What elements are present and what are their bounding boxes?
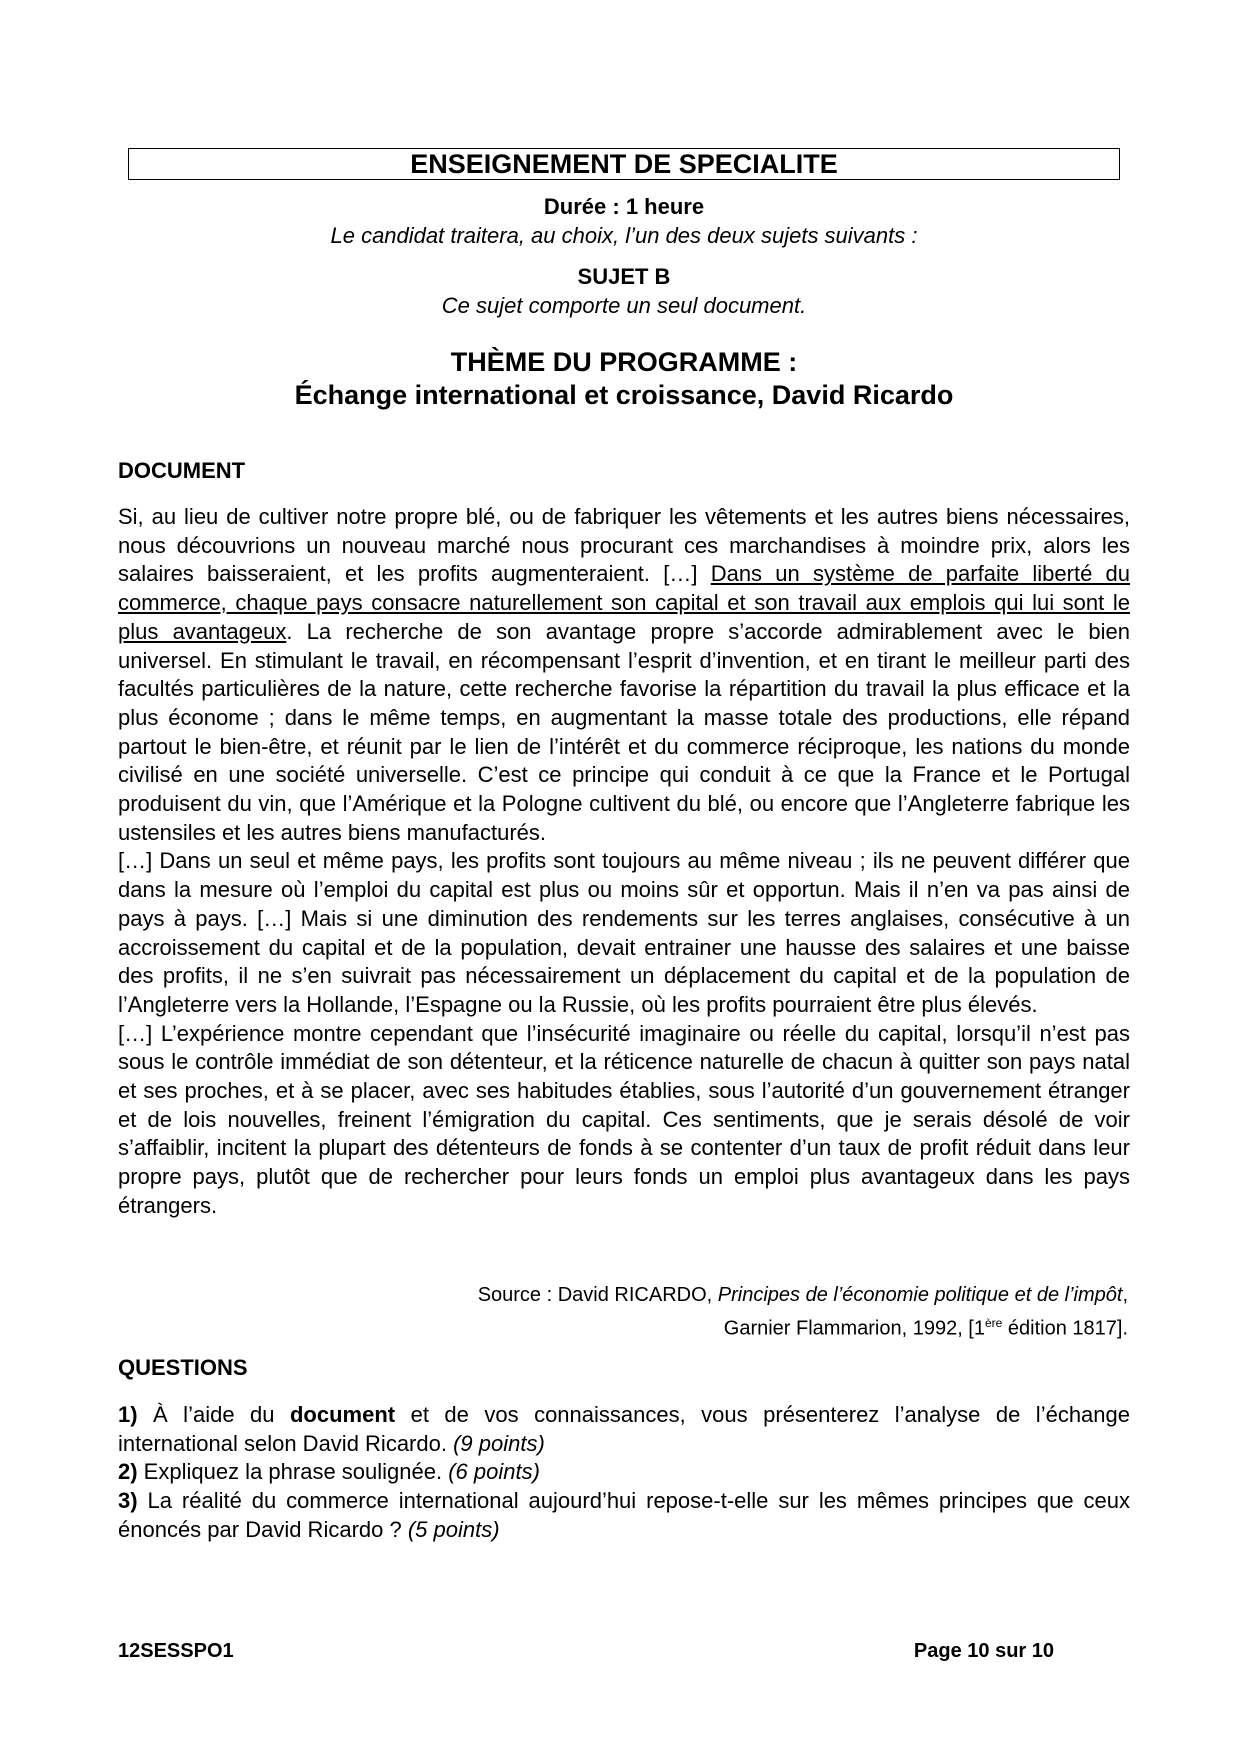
question-text: La réalité du commerce international aujourd’hui repose-t-elle sur les mêmes principes que ceux énoncés par David Ricardo ? <box>118 1488 1130 1542</box>
source-line-1 <box>300 1281 1128 1309</box>
question-text: À l’aide du <box>137 1402 290 1427</box>
question-number: 2) <box>118 1459 138 1485</box>
document-text <box>118 503 1130 1221</box>
subject-label: SUJET B <box>577 264 671 289</box>
source-edition: édition 1817]. <box>1002 1317 1128 1340</box>
document-text-segment: Si, au lieu de cultiver notre propre blé, ou de fabriquer les vêtements et les autres biens nécessaires, nous découvrions un nouveau marché nous procurant ces marchandises à moindre prix, alors les salaires baisseraient, et les profits augmenteraient. […] <box>118 504 1130 587</box>
exam-code: 12SESSPO1 <box>118 1640 234 1662</box>
document-paragraph-2: […] Dans un seul et même pays, les profits sont toujours au même niveau ; ils ne peuvent différer que dans la mesure où l’emploi du capital est plus ou moins sûr et opportun. Mais il n’en va pas ainsi de pays à pays. […] Mais si une diminution des rendements sur les terres anglaises, consécutive à un accroissement du capital et de la population, devait entrainer une hausse des salaires et une baisse des profits, il ne s’en suivrait pas nécessairement un déplacement du capital et de la population de l’Angleterre vers la Hollande, l’Espagne ou la Russie, où les profits pourraient être plus élevés. <box>118 848 1130 1017</box>
question-text: et de vos connaissances, vous présenterez l’analyse de l’échange international selon David Ricardo. <box>118 1402 1130 1456</box>
question-bold-word: document <box>289 1402 396 1427</box>
source-book-title: Principes de l’économie politique et de l’impôt <box>717 1284 1123 1306</box>
source-citation <box>300 1281 1128 1343</box>
question-number: 1) <box>118 1402 138 1427</box>
question-number: 3) <box>118 1488 138 1514</box>
source-line-2 <box>300 1309 1128 1343</box>
source-superscript: ère <box>985 1316 1003 1330</box>
theme-title: THÈME DU PROGRAMME : <box>450 347 798 377</box>
instruction: Le candidat traitera, au choix, l’un des deux sujets suivants : <box>330 223 918 248</box>
document-paragraph-1 <box>118 503 1130 847</box>
questions-list <box>118 1401 1130 1545</box>
theme-subtitle: Échange international et croissance, David Ricardo <box>294 380 954 410</box>
underlined-sentence: Dans un système de parfaite liberté du commerce, chaque pays consacre naturellement son capital et son travail aux emplois qui lui sont le plus avantageux <box>118 561 1131 644</box>
question-points: (9 points) <box>453 1430 545 1456</box>
specialty-title: ENSEIGNEMENT DE SPECIALITE <box>410 149 838 179</box>
source-publisher: Garnier Flammarion, 1992, [1 <box>723 1317 985 1340</box>
question-3 <box>118 1487 1130 1544</box>
source-prefix: Source : David RICARDO, <box>477 1284 718 1306</box>
question-2 <box>118 1458 1130 1487</box>
question-1 <box>118 1401 1130 1458</box>
document-heading: DOCUMENT <box>118 458 246 483</box>
questions-heading: QUESTIONS <box>118 1355 248 1380</box>
question-points: (6 points) <box>448 1459 540 1485</box>
document-text-segment: . La recherche de son avantage propre s’accorde admirablement avec le bien universel. En stimulant le travail, en récompensant l’esprit d’invention, et en tirant le meilleur parti des facultés particulières de la nature, cette recherche favorise la répartition du travail la plus efficace et la plus économe ; dans le même temps, en augmentant la masse totale des productions, elle répand partout le bien-être, et réunit par le lien de l’intérêt et du commerce réciproque, les nations du monde civilisé en une société universelle. C’est ce principe qui conduit à ce que la France et le Portugal produisent du vin, que l’Amérique et la Pologne cultivent du blé, ou encore que l’Angleterre fabrique les ustensiles et les autres biens manufacturés. <box>118 618 1130 845</box>
duration: Durée : 1 heure <box>543 194 705 219</box>
subject-note: Ce sujet comporte un seul document. <box>441 293 807 318</box>
page-number: Page 10 sur 10 <box>913 1640 1054 1662</box>
question-text: Expliquez la phrase soulignée. <box>137 1459 449 1485</box>
document-paragraph-3: […] L’expérience montre cependant que l’insécurité imaginaire ou réelle du capital, lorsqu’il n’est pas sous le contrôle immédiat de son détenteur, et la réticence naturelle de chacun à quitter son pays natal et ses proches, et à se placer, avec ses habitudes établies, sous l’autorité d’un gouvernement étranger et de lois nouvelles, freinent l’émigration du capital. Ces sentiments, que je serais désolé de voir s’affaiblir, incitent la plupart des détenteurs de fonds à se contenter d’un taux de profit réduit dans leur propre pays, plutôt que de rechercher pour leurs fonds un emploi plus avantageux dans les pays étrangers. <box>118 1020 1130 1218</box>
question-points: (5 points) <box>407 1516 500 1542</box>
source-suffix: , <box>1122 1284 1128 1306</box>
